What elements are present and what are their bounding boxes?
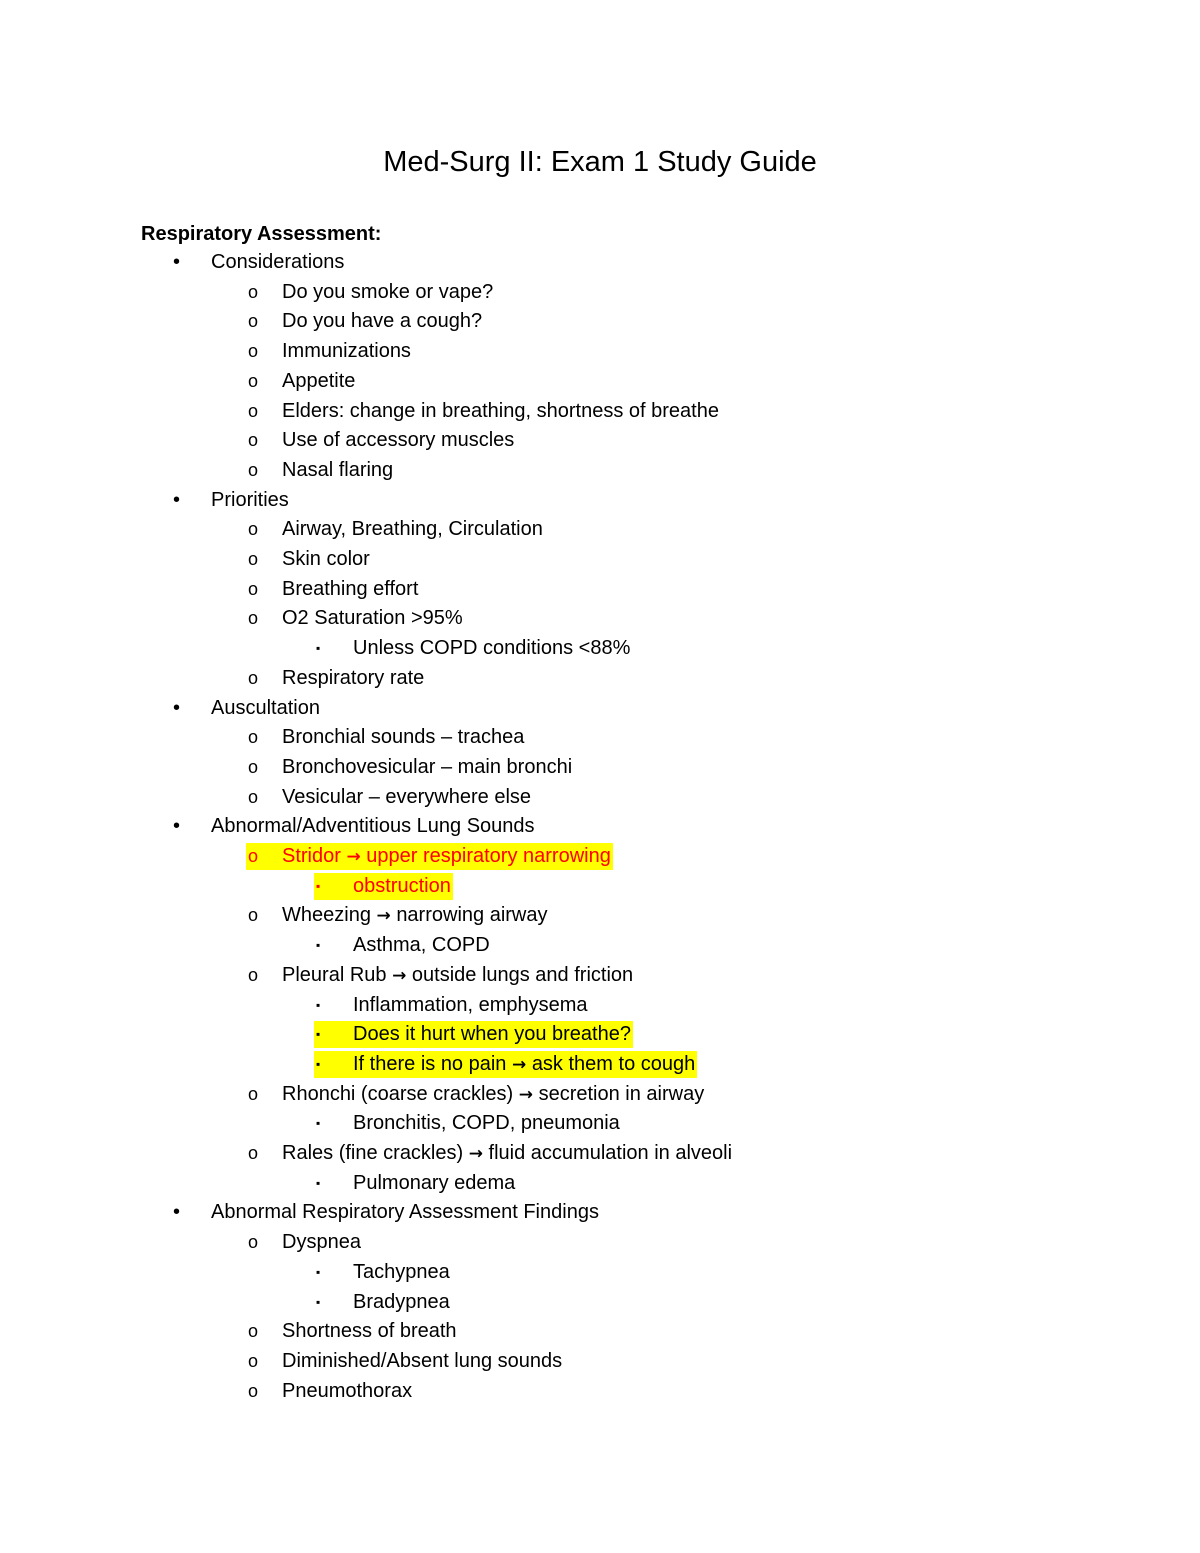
list-item-text bbox=[282, 1139, 732, 1168]
list-item-text: Do you smoke or vape? bbox=[282, 280, 494, 303]
list-item-text: Dyspnea bbox=[282, 1231, 361, 1254]
list-item-text: Do you have a cough? bbox=[282, 310, 483, 333]
list-item-text bbox=[282, 901, 547, 930]
bullet-circle-icon: o bbox=[248, 608, 259, 629]
list-item-definition: fluid accumulation in alveoli bbox=[488, 1142, 733, 1164]
list-item-text: O2 Saturation >95% bbox=[282, 607, 463, 630]
list-item-text: Nasal flaring bbox=[282, 458, 394, 481]
list-item-text: Vesicular – everywhere else bbox=[282, 785, 532, 808]
list-item-text: Immunizations bbox=[282, 340, 411, 363]
bullet-square-icon: ▪ bbox=[316, 997, 321, 1012]
bullet-circle-icon: o bbox=[248, 786, 259, 807]
list-item-term: Pleural Rub bbox=[282, 963, 387, 986]
list-item-term: Rales (fine crackles) bbox=[282, 1142, 464, 1164]
arrow-right-icon: → bbox=[346, 847, 361, 867]
list-item-text: Diminished/Absent lung sounds bbox=[282, 1349, 563, 1372]
list-item-text: Auscultation bbox=[211, 696, 320, 719]
bullet-circle-icon: o bbox=[248, 964, 259, 985]
bullet-square-icon: ▪ bbox=[316, 1294, 321, 1309]
list-item-definition: upper respiratory narrowing bbox=[366, 845, 611, 867]
list-item-text: Considerations bbox=[211, 251, 345, 273]
list-item-text: Pulmonary edema bbox=[353, 1171, 516, 1194]
list-item-definition: outside lungs and friction bbox=[411, 963, 634, 986]
bullet-square-icon: ▪ bbox=[316, 641, 321, 656]
list-item-text: Use of accessory muscles bbox=[282, 429, 515, 452]
list-item-definition: secretion in airway bbox=[538, 1082, 705, 1105]
list-item-text: Airway, Breathing, Circulation bbox=[282, 518, 543, 541]
section-heading: Respiratory Assessment: bbox=[141, 223, 382, 245]
list-item-text bbox=[353, 1050, 695, 1079]
list-item-text: Abnormal/Adventitious Lung Sounds bbox=[211, 815, 535, 838]
bullet-circle-icon: o bbox=[248, 1350, 259, 1371]
bullet-circle-icon: o bbox=[248, 1143, 259, 1163]
arrow-right-icon: → bbox=[376, 906, 391, 927]
list-item-text: Unless COPD conditions <88% bbox=[353, 637, 631, 660]
bullet-circle-icon: o bbox=[248, 846, 259, 866]
bullet-circle-icon: o bbox=[248, 311, 259, 332]
bullet-dot-icon: • bbox=[173, 488, 181, 511]
list-item-definition: narrowing airway bbox=[396, 904, 548, 927]
bullet-circle-icon: o bbox=[248, 727, 259, 748]
bullet-circle-icon: o bbox=[248, 281, 259, 302]
list-item-text: Priorities bbox=[211, 488, 289, 511]
bullet-circle-icon: o bbox=[248, 459, 259, 480]
list-item-text: Elders: change in breathing, shortness of breathe bbox=[282, 399, 719, 422]
list-item-text: Skin color bbox=[282, 548, 370, 570]
list-item-term: Rhonchi (coarse crackles) bbox=[282, 1082, 514, 1105]
list-item-text: Tachypnea bbox=[353, 1260, 450, 1283]
list-item-text bbox=[282, 961, 633, 990]
arrow-right-icon: → bbox=[468, 1144, 483, 1164]
list-item-term: If there is no pain bbox=[353, 1052, 507, 1075]
list-item-text: Bronchitis, COPD, pneumonia bbox=[353, 1112, 620, 1135]
arrow-right-icon: → bbox=[392, 965, 407, 986]
arrow-right-icon: → bbox=[512, 1054, 527, 1075]
list-item-text: Bronchial sounds – trachea bbox=[282, 726, 525, 749]
list-item-definition: ask them to cough bbox=[531, 1052, 696, 1075]
arrow-right-icon: → bbox=[518, 1084, 534, 1105]
bullet-circle-icon: o bbox=[248, 430, 259, 451]
list-item-text bbox=[282, 1080, 704, 1109]
list-item-term: Stridor bbox=[282, 845, 341, 867]
bullet-circle-icon: o bbox=[248, 1232, 259, 1253]
list-item-text: Asthma, COPD bbox=[353, 934, 490, 957]
list-item-text: obstruction bbox=[353, 874, 451, 897]
bullet-circle-icon: o bbox=[248, 1380, 259, 1401]
list-item-text: Abnormal Respiratory Assessment Findings bbox=[211, 1201, 599, 1224]
bullet-circle-icon: o bbox=[248, 400, 259, 421]
bullet-circle-icon: o bbox=[248, 519, 259, 540]
list-item-text bbox=[282, 842, 611, 871]
bullet-square-icon: ▪ bbox=[316, 1116, 321, 1131]
bullet-square-icon: ▪ bbox=[316, 1056, 321, 1071]
list-item-text: Shortness of breath bbox=[282, 1320, 457, 1343]
bullet-square-icon: ▪ bbox=[316, 878, 321, 893]
list-item-text: Respiratory rate bbox=[282, 666, 425, 689]
bullet-circle-icon: o bbox=[248, 370, 259, 391]
list-item-text: Inflammation, emphysema bbox=[353, 993, 588, 1016]
bullet-circle-icon: o bbox=[248, 341, 259, 362]
bullet-square-icon: ▪ bbox=[316, 1264, 321, 1279]
bullet-dot-icon: • bbox=[173, 1201, 181, 1224]
list-item-text: Does it hurt when you breathe? bbox=[353, 1023, 631, 1046]
bullet-dot-icon: • bbox=[173, 696, 181, 719]
bullet-circle-icon: o bbox=[248, 905, 259, 926]
bullet-circle-icon: o bbox=[248, 1083, 259, 1104]
list-item-text: Bronchovesicular – main bronchi bbox=[282, 755, 573, 778]
bullet-circle-icon: o bbox=[248, 667, 259, 688]
bullet-dot-icon: • bbox=[173, 251, 181, 273]
bullet-dot-icon: • bbox=[173, 815, 181, 838]
list-item-text: Bradypnea bbox=[353, 1290, 450, 1313]
bullet-circle-icon: o bbox=[248, 578, 259, 599]
list-item-text: Appetite bbox=[282, 369, 356, 392]
document-title: Med-Surg II: Exam 1 Study Guide bbox=[383, 146, 817, 178]
bullet-circle-icon: o bbox=[248, 756, 259, 777]
list-item-text: Pneumothorax bbox=[282, 1379, 413, 1402]
list-item-term: Wheezing bbox=[282, 904, 371, 927]
list-item-text: Breathing effort bbox=[282, 577, 419, 600]
bullet-circle-icon: o bbox=[248, 1321, 259, 1342]
bullet-circle-icon: o bbox=[248, 549, 259, 569]
bullet-square-icon: ▪ bbox=[316, 1027, 321, 1042]
bullet-square-icon: ▪ bbox=[316, 1175, 321, 1190]
bullet-square-icon: ▪ bbox=[316, 938, 321, 953]
